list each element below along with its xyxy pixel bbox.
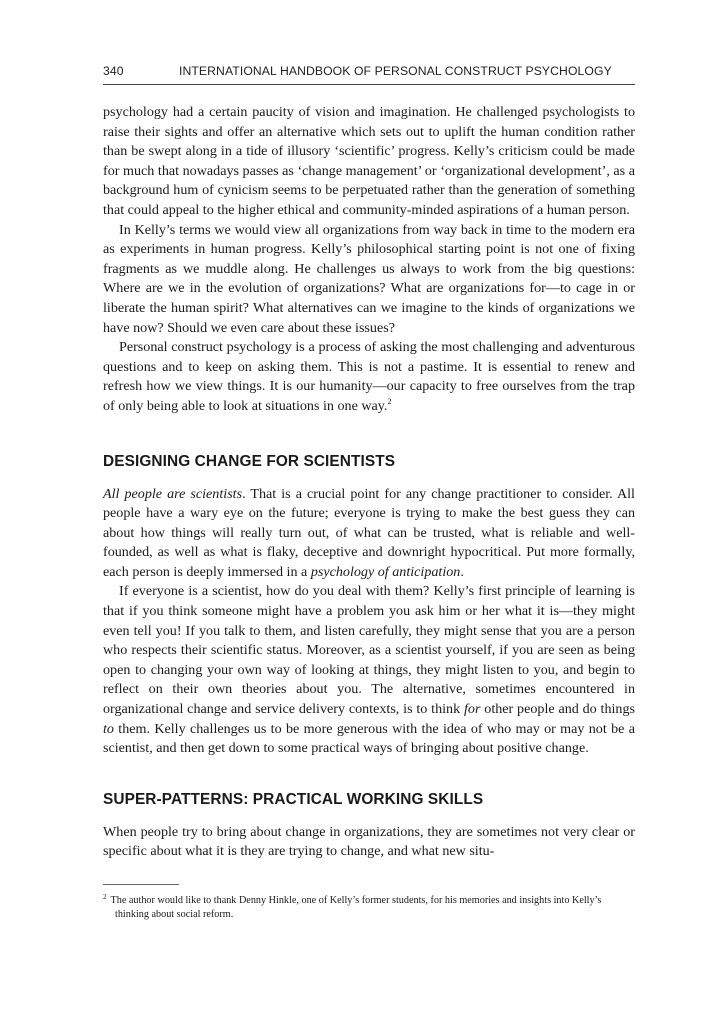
section-heading-designing-change: DESIGNING CHANGE FOR SCIENTISTS [103, 452, 396, 470]
section1-paragraph-2-text-b: other people and do things [480, 701, 636, 718]
intro-paragraph-2 [103, 221, 635, 339]
section1-paragraph-1 [103, 485, 635, 583]
intro-paragraph-1-text: psychology had a certain paucity of vision and imagination. He challenged psychologists to raise their sights and offer an alternative which sets out to uplift the human condition rather than be swept along in a tide of illusory ‘scientific’ progress. Kelly’s criticism could be made for much that nowadays passes as ‘change management’ or ‘organizational development’, as a background hum of cynicism seems to be perpetuated rather than the generation of something that could appeal to the higher ethical and community-minded aspirations of a human person. [103, 104, 635, 218]
section1-paragraph-2-text-a: If everyone is a scientist, how do you deal with them? Kelly’s first principle of learning is that if you think someone might have a problem you ask him or her what it is—they might even tell you! If you talk to them, and listen carefully, they might sense that you are a person who respects their scientific status. Moreover, as a scientist yourself, if you are seen as being open to changing your own way of looking at things, they might listen to you, and begin to reflect on their own theories about you. The alternative, sometimes encountered in organizational change and service delivery contexts, is to think [103, 583, 635, 718]
footnote [103, 894, 635, 921]
section2-paragraph-1 [103, 823, 635, 862]
running-title: INTERNATIONAL HANDBOOK OF PERSONAL CONSTRUCT PSYCHOLOGY [179, 64, 612, 78]
section1-paragraph-1-text: . That is a crucial point for any change practitioner to consider. All people have a wary eye on the future; everyone is trying to make the best guess they can about how things will really turn out, of what can be trusted, what is reliable and well-founded, as well as what is flaky, deceptive and downright hypocritical. Put more formally, each person is deeply immersed in a [103, 485, 635, 580]
footnote-marker: 2 [387, 396, 392, 406]
footnote-number: 2 [103, 893, 107, 901]
book-page [103, 64, 635, 921]
intro-paragraph-2-text: In Kelly’s terms we would view all organizations from way back in time to the modern era as experiments in human progress. Kelly’s philosophical starting point is not one of fixing fragments as we muddle along. He challenges us always to work from the big questions: Where are we in the evolution of organizations? What are organizations for—to cage in or liberate the human spirit? What alternatives can we imagine to the kinds of organizations we have now? Should we even care about these issues? [103, 221, 635, 336]
footnote-body [103, 894, 635, 921]
emphasis-for: for [463, 701, 481, 718]
section-heading-super-patterns: SUPER-PATTERNS: PRACTICAL WORKING SKILLS [103, 790, 484, 808]
emphasis-all-people-scientists: All people are scientists [103, 485, 243, 502]
section2-paragraph-1-text: When people try to bring about change in organizations, they are sometimes not very clear or specific about what it is they are trying to change, and what new situ- [103, 823, 635, 860]
intro-paragraph-3 [103, 338, 635, 416]
page-number: 340 [103, 64, 124, 78]
section1-paragraph-2-text-c: them. Kelly challenges us to be more generous with the idea of who may or may not be a scientist, and then get down to some practical ways of bringing about positive change. [103, 720, 635, 757]
emphasis-psychology-of-anticipation: psychology of anticipation [310, 563, 461, 580]
section1-paragraph-2 [103, 582, 635, 758]
footnote-text: The author would like to thank Denny Hinkle, one of Kelly’s former students, for his memories and insights into Kelly’s thinking about social reform. [110, 895, 602, 920]
section1-paragraph-1-end: . [460, 563, 464, 580]
footnote-divider [103, 884, 179, 885]
intro-paragraph-3-text: Personal construct psychology is a process of asking the most challenging and adventurous questions and to keep on asking them. This is not a pastime. It is essential to renew and refresh how we view things. It is our humanity—our capacity to free ourselves from the trap of only being able to look at situations in one way. [103, 339, 635, 414]
emphasis-to: to [103, 720, 114, 737]
intro-paragraph-1 [103, 103, 635, 221]
running-header [103, 64, 635, 85]
